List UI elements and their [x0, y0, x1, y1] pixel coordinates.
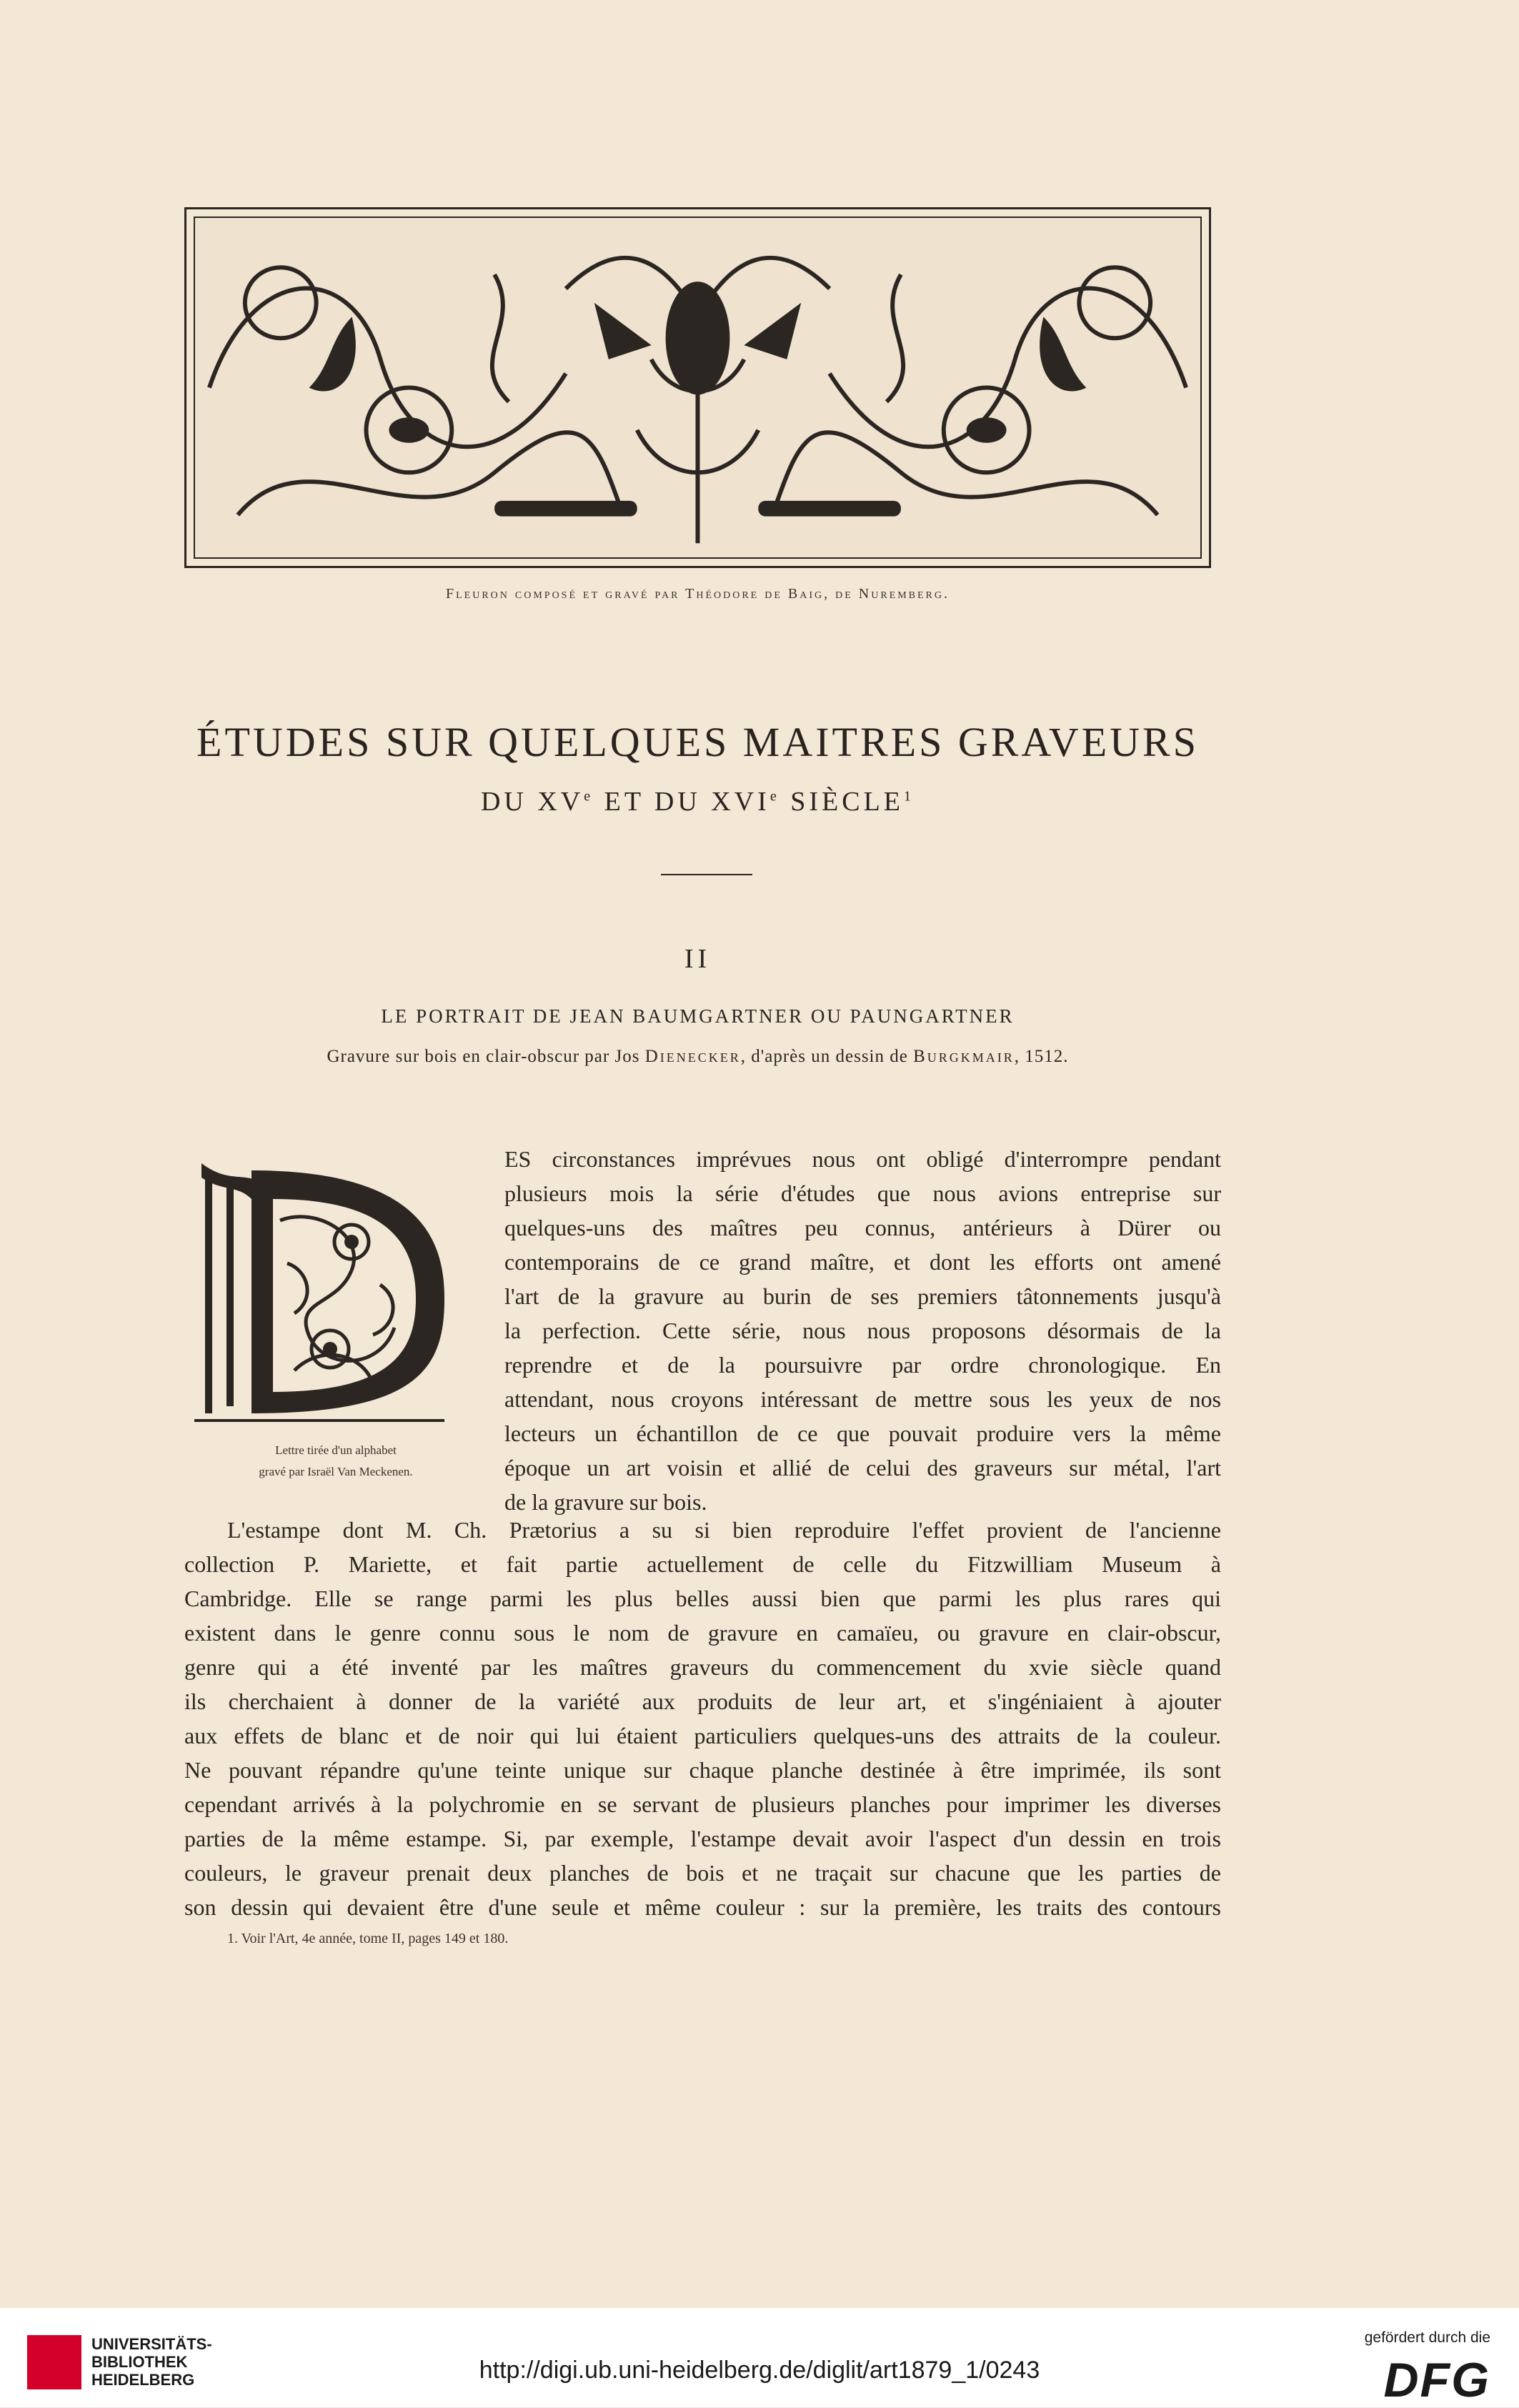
text-line: la perfection. Cette série, nous nous proposons désormais de la: [504, 1318, 1221, 1343]
text-line: quelques-uns des maîtres peu connus, antérieurs à Dürer ou: [504, 1215, 1221, 1240]
drop-cap-caption-line: gravé par Israël Van Meckenen.: [259, 1465, 413, 1478]
section-heading: LE PORTRAIT DE JEAN BAUMGARTNER OU PAUNGARTNER: [381, 1005, 1015, 1027]
subheading-text: , d'après un dessin de: [740, 1047, 914, 1066]
text-line: collection P. Mariette, et fait partie actuellement de celle du Fitzwilliam Museum à: [184, 1551, 1221, 1577]
subtitle-part: ET DU XVI: [594, 787, 770, 817]
footnote-marker: 1: [904, 788, 915, 805]
text-line: cependant arrivés à la polychromie en se servant de plusieurs planches pour imprimer les diverses: [184, 1791, 1221, 1817]
text-line: parties de la même estampe. Si, par exemple, l'estampe devait avoir l'aspect d'un dessin en trois: [184, 1826, 1221, 1851]
subheading-text: Gravure sur bois en clair-obscur par Jos: [327, 1047, 645, 1066]
subtitle-part: SIÈCLE: [780, 787, 904, 817]
library-name-line: HEIDELBERG: [91, 2371, 195, 2389]
text-line: Cambridge. Elle se range parmi les plus belles aussi bien que parmi les plus rares qui: [184, 1586, 1221, 1611]
library-name-line: BIBLIOTHEK: [91, 2353, 188, 2371]
text-line: ES circonstances imprévues nous ont obligé d'interrompre pendant: [504, 1146, 1221, 1172]
text-line: aux effets de blanc et de noir qui lui étaient particuliers quelques-uns des attraits de la couleur.: [184, 1723, 1221, 1748]
main-paragraph: [184, 1513, 1221, 1924]
subtitle-superscript: e: [770, 788, 780, 805]
fleuron-ornament-image: [194, 217, 1202, 559]
text-line: reprendre et de la poursuivre par ordre chronologique. En: [504, 1352, 1221, 1378]
ornamental-letter-icon: [187, 1156, 452, 1442]
article-title: ÉTUDES SUR QUELQUES MAITRES GRAVEURS: [196, 719, 1199, 765]
text-line: contemporains de ce grand maître, et dont les efforts ont amené: [504, 1249, 1221, 1275]
opening-paragraph: [504, 1142, 1221, 1519]
subtitle-superscript: e: [584, 788, 594, 805]
permalink-url[interactable]: http://digi.ub.uni-heidelberg.de/diglit/art1879_1/0243: [479, 2357, 1040, 2384]
ornament-scrollwork-icon: [195, 218, 1200, 557]
drop-cap-caption-line: Lettre tirée d'un alphabet: [275, 1443, 397, 1457]
fleuron-caption: Fleuron composé et gravé par Théodore de Baig, de Nuremberg.: [445, 586, 950, 602]
text-line: couleurs, le graveur prenait deux planches de bois et ne traçait sur chacune que les parties de: [184, 1860, 1221, 1886]
text-line: Ne pouvant répandre qu'une teinte unique sur chaque planche destinée à être imprimée, ils sont: [184, 1757, 1221, 1783]
text-line: époque un art voisin et allié de celui des graveurs sur métal, l'art: [504, 1455, 1221, 1481]
viewer-footer: [0, 2308, 1519, 2407]
dfg-logo[interactable]: DFG: [1383, 2353, 1490, 2407]
text-line: genre qui a été inventé par les maîtres graveurs du commencement du xvie siècle quand: [184, 1654, 1221, 1680]
text-line: de la gravure sur bois.: [504, 1489, 707, 1515]
text-line: son dessin qui devaient être d'une seule et même couleur : sur la première, les traits des contours: [184, 1894, 1221, 1920]
text-line: ils cherchaient à donner de la variété aux produits de leur art, et s'ingéniaient à ajouter: [184, 1688, 1221, 1714]
article-subtitle: [184, 786, 1211, 817]
text-line: plusieurs mois la série d'études que nous avions entreprise sur: [504, 1180, 1221, 1206]
text-line: lecteurs un échantillon de ce que pouvait produire vers la même: [504, 1421, 1221, 1446]
engraver-name: Dienecker: [644, 1047, 741, 1066]
funding-label: gefördert durch die: [1364, 2329, 1490, 2346]
section-number: II: [684, 944, 712, 974]
section-subheading: [184, 1047, 1211, 1067]
subtitle-part: DU XV: [480, 787, 584, 817]
text-line: existent dans le genre connu sous le nom de gravure en camaïeu, ou gravure en clair-obscur,: [184, 1620, 1221, 1646]
artist-name: Burgkmair: [913, 1047, 1015, 1066]
library-name-line: UNIVERSITÄTS-: [91, 2335, 212, 2353]
text-line: attendant, nous croyons intéressant de mettre sous les yeux de nos: [504, 1386, 1221, 1412]
footnote: 1. Voir l'Art, 4e année, tome II, pages 149 et 180.: [227, 1931, 509, 1946]
drop-cap-caption: [214, 1440, 457, 1483]
text-line: l'art de la gravure au burin de ses premiers tâtonnements jusqu'à: [504, 1283, 1221, 1309]
title-divider: [661, 874, 752, 875]
text-line: L'estampe dont M. Ch. Prætorius a su si bien reproduire l'effet provient de l'ancienne: [227, 1517, 1221, 1543]
fleuron-engraving: [184, 207, 1211, 568]
drop-cap-letter-d: [187, 1156, 452, 1442]
subheading-text: , 1512.: [1014, 1047, 1069, 1066]
